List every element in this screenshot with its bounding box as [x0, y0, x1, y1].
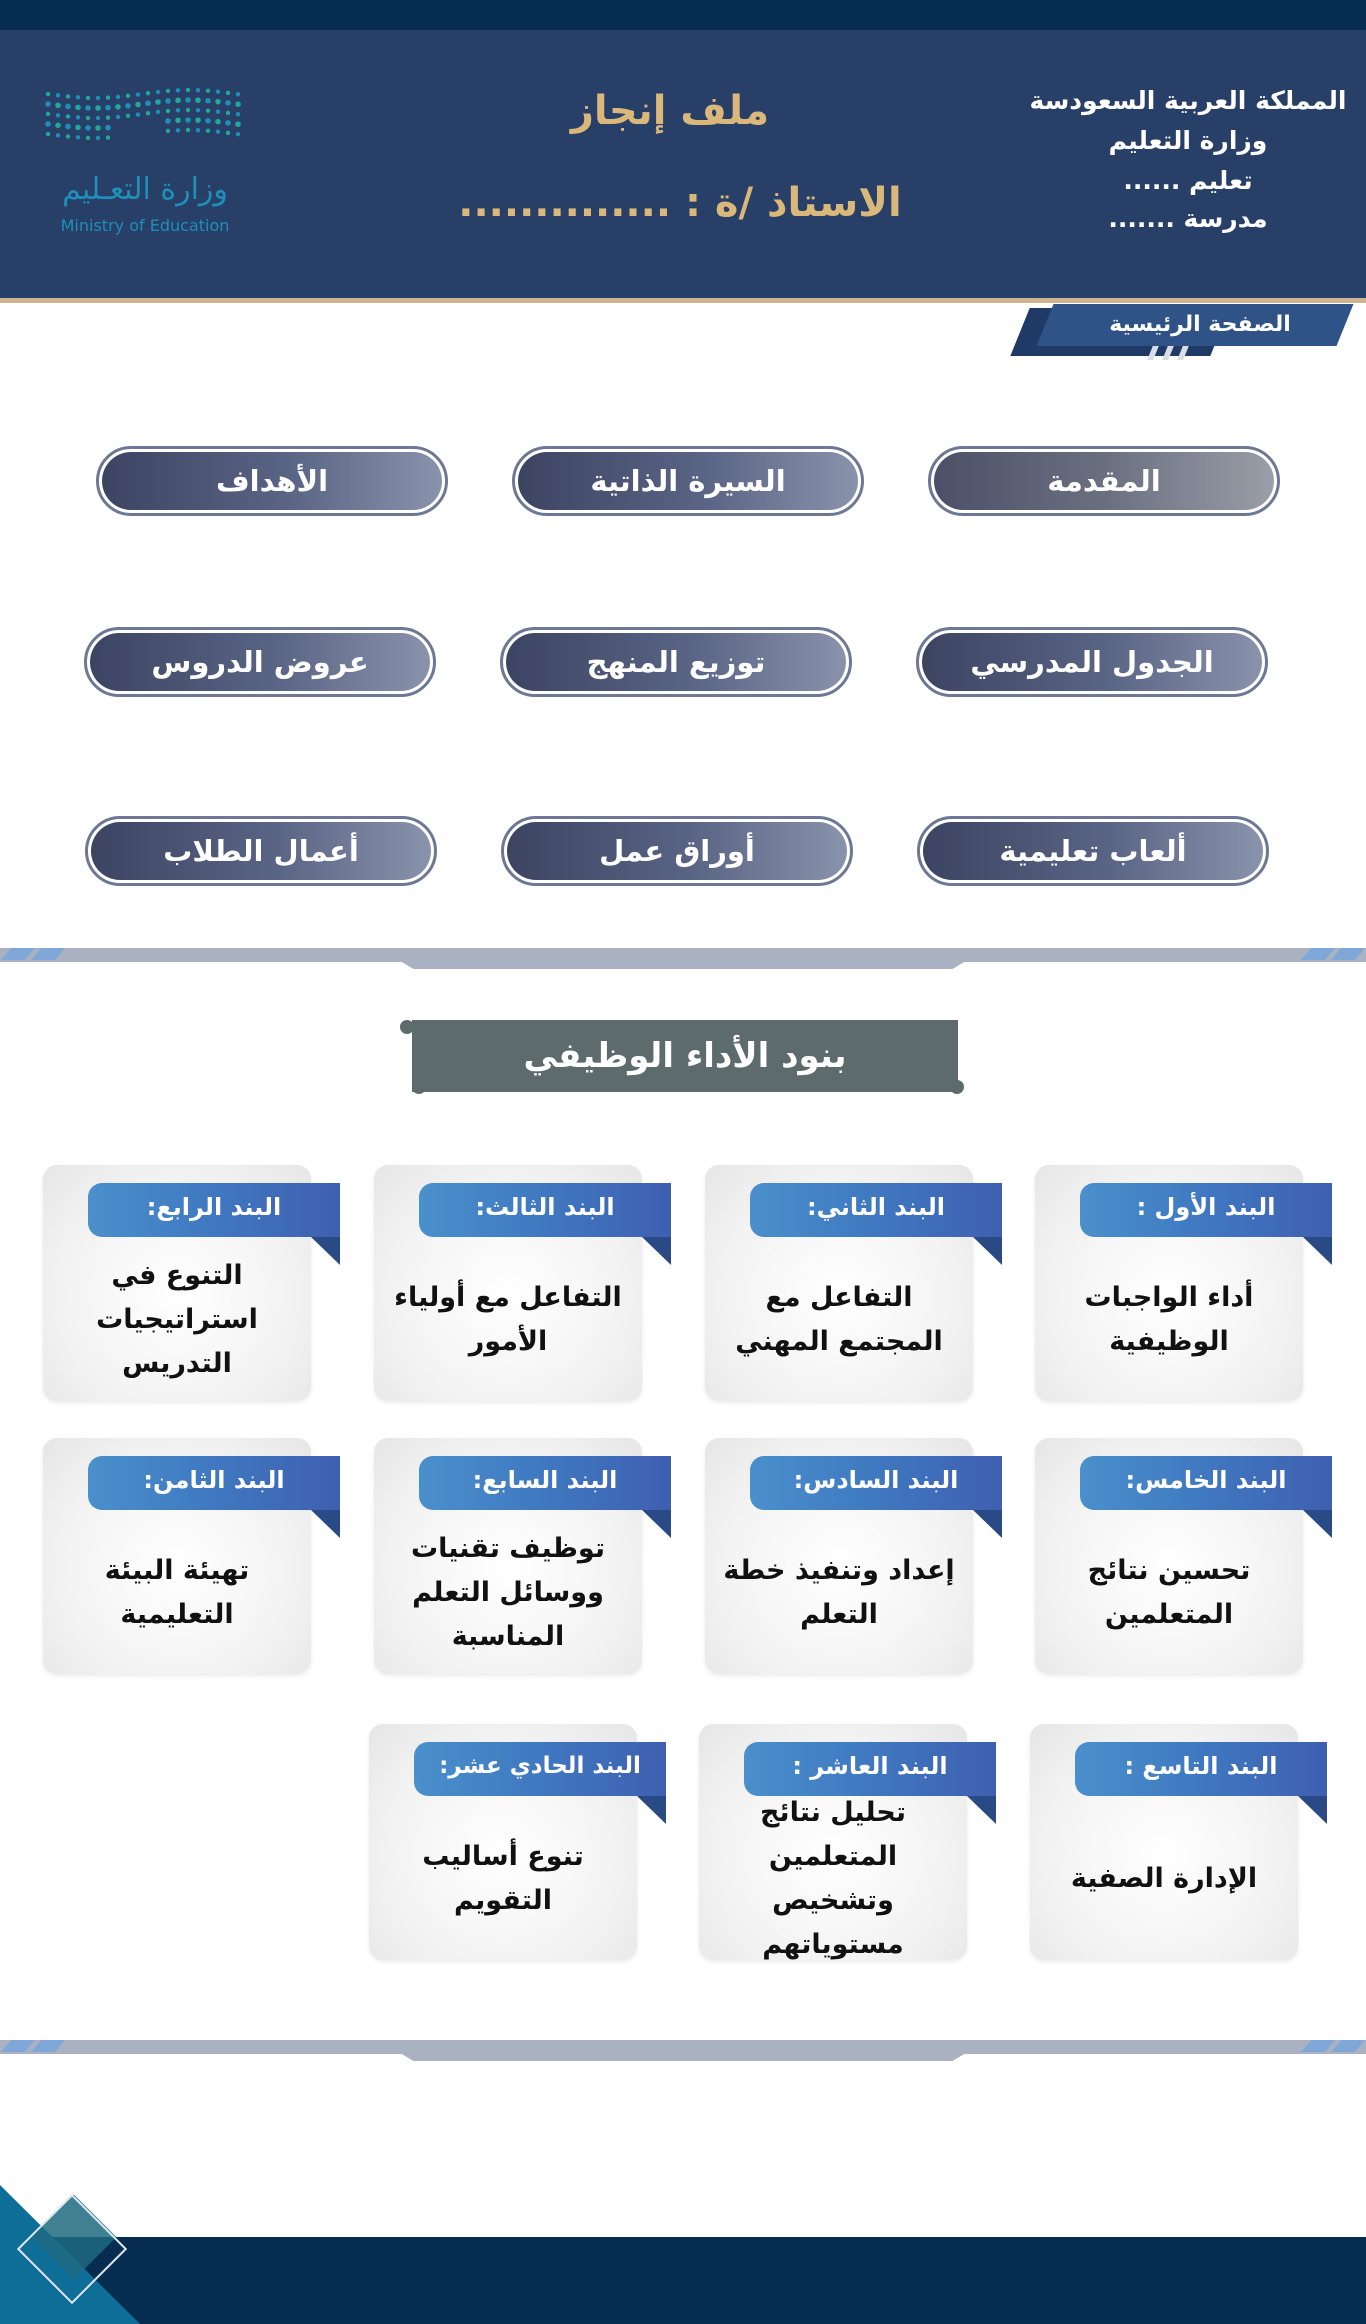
deco-bar [896, 1034, 936, 1048]
logo-dot [66, 94, 70, 98]
logo-dot [116, 115, 120, 119]
logo-dot [46, 92, 50, 96]
logo-dot [155, 99, 161, 105]
logo-dot [185, 117, 191, 123]
logo-dot [106, 115, 110, 119]
education-text: تعليم ...... [1123, 166, 1253, 195]
card-tag: البند الخامس: [1080, 1456, 1332, 1510]
card-fold [973, 1510, 1002, 1538]
logo-dot [45, 101, 51, 107]
logo-dot [185, 97, 191, 103]
logo-dot [75, 125, 81, 131]
card-text: توظيف تقنيات ووسائل التعلم المناسبة [411, 1533, 605, 1652]
student-work-button-label: أعمال الطلاب [91, 822, 431, 880]
deco-dot [944, 1020, 958, 1034]
card-text: الإدارة الصفية [1070, 1863, 1258, 1894]
logo-dots-icon [40, 86, 250, 156]
logo-dot [95, 105, 101, 111]
logo-dot [146, 91, 150, 95]
logo-dot [166, 109, 170, 113]
logo-dot [65, 124, 71, 130]
logo-dot [166, 129, 170, 133]
logo-dot [235, 121, 241, 127]
card-tag: البند السادس: [750, 1456, 1002, 1510]
performance-card-11[interactable] [369, 1724, 641, 1960]
logo-dot [175, 117, 181, 123]
performance-card-8[interactable] [43, 1438, 311, 1674]
kingdom-text: المملكة العربية السعودسة [1029, 86, 1347, 115]
logo-dot [105, 125, 111, 131]
card-text: أداء الواجبات الوظيفية [1084, 1282, 1254, 1357]
logo-dot [156, 90, 160, 94]
deco-dot [938, 1054, 952, 1068]
logo-dot [86, 96, 90, 100]
card-text: تهيئة البيئة التعليمية [104, 1555, 250, 1630]
performance-card-2[interactable] [705, 1165, 973, 1401]
logo-dot [226, 91, 230, 95]
logo-dot [165, 118, 171, 124]
card-text: التنوع في استراتيجيات التدريس [96, 1260, 258, 1379]
card-fold [642, 1510, 671, 1538]
logo-arabic: وزارة التعـليم [62, 172, 228, 207]
logo-dot [145, 100, 151, 106]
logo-dot [176, 128, 180, 132]
card-fold [973, 1237, 1002, 1265]
logo-dot [56, 133, 60, 137]
logo-dot [76, 95, 80, 99]
logo-dot [166, 89, 170, 93]
logo-dot [226, 131, 230, 135]
card-text: التفاعل مع المجتمع المهني [735, 1282, 943, 1357]
logo-dot [206, 89, 210, 93]
card-tag: البند الثامن: [88, 1456, 340, 1510]
logo-dot [216, 109, 220, 113]
logo-dot [86, 116, 90, 120]
deco-bar [430, 1034, 474, 1048]
card-fold [967, 1796, 996, 1824]
school-text: مدرسة ....... [1108, 204, 1268, 233]
logo-dot [206, 129, 210, 133]
header-gold-line [0, 298, 1366, 303]
top-strip [0, 0, 1366, 30]
card-tag: البند الثالث: [419, 1183, 671, 1237]
logo-dot [186, 88, 190, 92]
logo-dot [115, 104, 121, 110]
ministry-logo [40, 86, 250, 246]
logo-dot [56, 113, 60, 117]
goals-button[interactable] [96, 446, 448, 516]
curriculum-button[interactable] [500, 627, 852, 697]
home-tab-label[interactable]: الصفحة الرئيسية [1109, 312, 1291, 337]
worksheets-button-label: أوراق عمل [507, 822, 847, 880]
card-tag: البند الرابع: [88, 1183, 340, 1237]
page-title: ملف إنجاز [570, 88, 770, 134]
logo-dot [66, 114, 70, 118]
section-divider-trap [390, 2047, 976, 2061]
logo-dot [65, 104, 71, 110]
logo-dot [105, 105, 111, 111]
logo-dot [186, 128, 190, 132]
ministry-text: وزارة التعليم [1108, 126, 1268, 155]
logo-dot [225, 120, 231, 126]
deco-dot [418, 1046, 432, 1060]
performance-card-7[interactable] [374, 1438, 642, 1674]
card-text: التفاعل مع أولياء الأمور [394, 1282, 622, 1357]
logo-dot [86, 136, 90, 140]
logo-dot [135, 102, 141, 108]
logo-dot [235, 101, 241, 107]
logo-dot [45, 121, 51, 127]
logo-dot [176, 88, 180, 92]
logo-dot [196, 88, 200, 92]
deco-dot [400, 1020, 414, 1034]
card-tag: البند الثاني: [750, 1183, 1002, 1237]
cv-button[interactable] [512, 446, 864, 516]
lessons-button[interactable] [84, 627, 436, 697]
performance-card-3[interactable] [374, 1165, 642, 1401]
logo-english: Ministry of Education [60, 216, 230, 235]
deco-dot [412, 1080, 426, 1094]
logo-dot [175, 97, 181, 103]
games-button[interactable] [917, 816, 1269, 886]
logo-dot [126, 114, 130, 118]
logo-dot [236, 92, 240, 96]
logo-dot [136, 112, 140, 116]
performance-card-6[interactable] [705, 1438, 973, 1674]
intro-button-label: المقدمة [934, 452, 1274, 510]
card-fold [637, 1796, 666, 1824]
logo-dot [156, 110, 160, 114]
logo-dot [186, 108, 190, 112]
card-fold [311, 1510, 340, 1538]
logo-dot [126, 94, 130, 98]
footer-bar [0, 2237, 1366, 2324]
logo-dot [216, 129, 220, 133]
card-fold [1303, 1237, 1332, 1265]
worksheets-button[interactable] [501, 816, 853, 886]
card-text: تحليل نتائج المتعلمين وتشخيص مستوياتهم [759, 1797, 907, 1960]
logo-dot [85, 105, 91, 111]
logo-dot [106, 135, 110, 139]
schedule-button[interactable] [916, 627, 1268, 697]
logo-dot [236, 112, 240, 116]
performance-card-10[interactable] [699, 1724, 967, 1960]
card-fold [1298, 1796, 1327, 1824]
intro-button[interactable] [928, 446, 1280, 516]
logo-dot [226, 111, 230, 115]
logo-dot [116, 95, 120, 99]
performance-card-9[interactable] [1030, 1724, 1298, 1960]
card-tag: البند السابع: [419, 1456, 671, 1510]
performance-card-1[interactable] [1035, 1165, 1303, 1401]
logo-dot [46, 112, 50, 116]
deco-dot [950, 1080, 964, 1094]
logo-dot [215, 99, 221, 105]
card-tag: البند الأول : [1080, 1183, 1332, 1237]
logo-dot [205, 118, 211, 124]
deco-bar [436, 1064, 476, 1078]
logo-dot [66, 134, 70, 138]
logo-dot [106, 95, 110, 99]
logo-dot [196, 128, 200, 132]
logo-dot [176, 108, 180, 112]
logo-dot [96, 136, 100, 140]
logo-dot [216, 89, 220, 93]
card-text: تنوع أساليب التقويم [422, 1841, 584, 1916]
card-fold [1303, 1510, 1332, 1538]
logo-dot [75, 105, 81, 111]
card-text: إعداد وتنفيذ خطة التعلم [723, 1555, 955, 1630]
logo-dot [146, 111, 150, 115]
logo-dot [195, 117, 201, 123]
teacher-name: الاستاذ /ة : .............. [458, 180, 902, 226]
section-divider-trap [390, 955, 976, 969]
card-fold [311, 1237, 340, 1265]
logo-dot [205, 98, 211, 104]
logo-dot [196, 108, 200, 112]
card-tag: البند العاشر : [744, 1742, 996, 1796]
curriculum-button-label: توزيع المنهج [506, 633, 846, 691]
logo-dot [56, 93, 60, 97]
logo-dot [165, 98, 171, 104]
card-text: تحسين نتائج المتعلمين [1087, 1555, 1251, 1630]
logo-dot [55, 103, 61, 109]
deco-bar [900, 1064, 936, 1078]
card-fold [642, 1237, 671, 1265]
logo-dot [95, 125, 101, 131]
logo-dot [215, 119, 221, 125]
logo-dot [195, 97, 201, 103]
logo-dot [55, 123, 61, 129]
performance-card-5[interactable] [1035, 1438, 1303, 1674]
logo-dot [76, 135, 80, 139]
logo-dot [206, 109, 210, 113]
card-tag: البند التاسع : [1075, 1742, 1327, 1796]
logo-dot [96, 116, 100, 120]
logo-dot [85, 125, 91, 131]
cv-button-label: السيرة الذاتية [518, 452, 858, 510]
lessons-button-label: عروض الدروس [90, 633, 430, 691]
logo-dot [136, 92, 140, 96]
logo-dot [125, 103, 131, 109]
logo-dot [225, 100, 231, 106]
games-button-label: ألعاب تعليمية [923, 822, 1263, 880]
performance-card-4[interactable] [43, 1165, 311, 1401]
goals-button-label: الأهداف [102, 452, 442, 510]
student-work-button[interactable] [85, 816, 437, 886]
section-heading: بنود الأداء الوظيفي [523, 1036, 847, 1076]
schedule-button-label: الجدول المدرسي [922, 633, 1262, 691]
logo-dot [96, 96, 100, 100]
logo-dot [236, 132, 240, 136]
card-tag: البند الحادي عشر: [414, 1742, 666, 1796]
logo-dot [76, 115, 80, 119]
logo-dot [46, 132, 50, 136]
